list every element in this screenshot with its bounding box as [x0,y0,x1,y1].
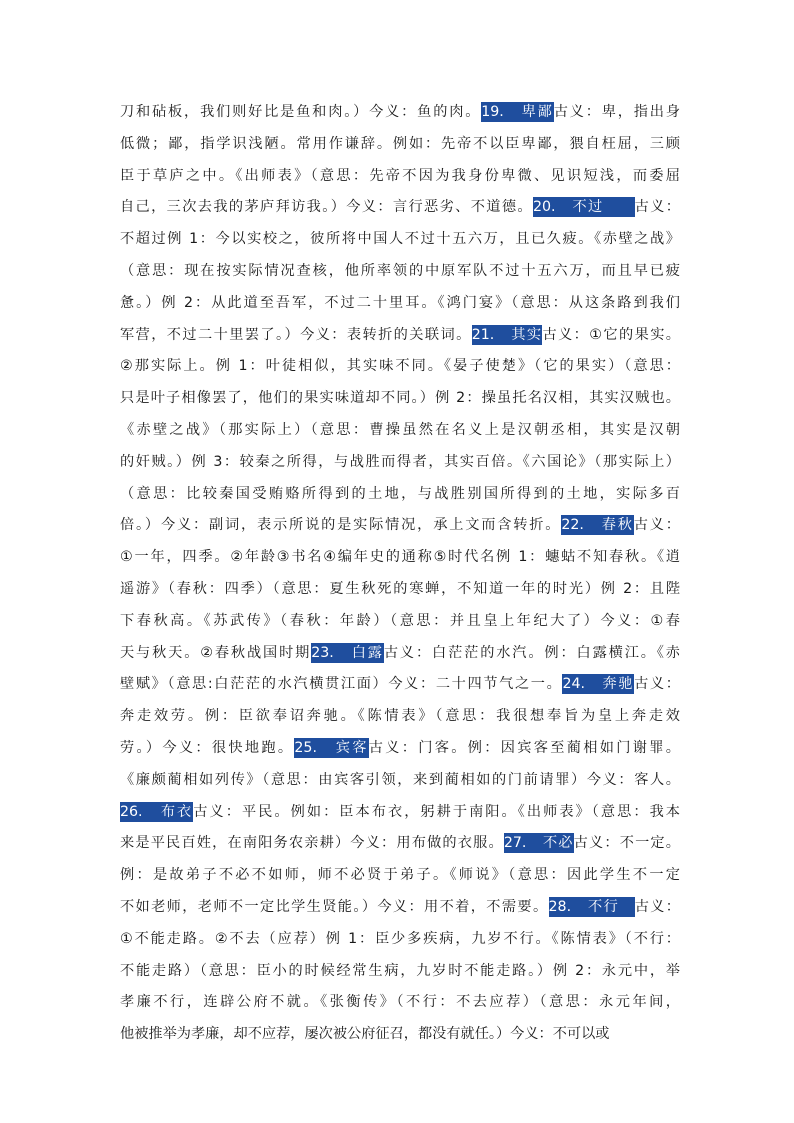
text-line [120,956,680,988]
term-heading-highlight: 23. 白露 [311,644,384,661]
text-line [120,224,680,256]
text-segment: 例：是故弟子不必不如师，师不必贤于弟子。《师说》（意思：因此学生不一定 [120,867,680,884]
text-line [120,733,680,765]
text-line [120,415,680,447]
term-heading-highlight: 21. 其实 [471,326,543,343]
text-line [120,447,680,479]
term-heading-highlight: 26. 布衣 [120,803,194,820]
term-heading-highlight: 28. 不行 [548,898,635,915]
term-heading-highlight: 19. 卑鄙 [481,104,554,120]
text-line [120,1019,680,1051]
text-segment: 低微；鄙，指学识浅陋。常用作谦辞。例如：先帝不以臣卑鄙，猥自枉屈，三顾 [120,135,680,152]
text-segment: 只是叶子相像罢了，他们的果实味道却不同。）例 2：操虽托名汉相，其实汉贼也。 [120,390,680,407]
text-line [120,701,680,733]
text-segment: 遥游》（春秋：四季）（意思：夏生秋死的寒蝉，不知道一年的时光）例 2：且陛 [120,580,680,597]
text-segment: 古义：白茫茫的水汽。例：白露横江。《赤 [383,644,680,661]
text-line [120,192,680,224]
text-line [120,987,680,1019]
text-segment: 军营，不过二十里罢了。）今义：表转折的关联词。 [120,326,472,343]
text-segment: 孝廉不行，连辟公府不就。《张衡传》（不行：不去应荐）（意思：永元年间， [120,994,680,1011]
text-segment: ①一年，四季。②年龄③书名④编年史的通称⑤时代名例 1：蟪蛄不知春秋。《逍 [120,549,680,566]
term-heading-highlight: 20. 不过 [532,199,635,216]
text-segment: 古义： [634,676,680,693]
text-line [120,924,680,956]
term-heading-highlight: 25. 宾客 [294,739,369,756]
text-line [120,797,680,829]
text-line [120,351,680,383]
text-line [120,542,680,574]
text-line [120,638,680,670]
text-line [120,97,680,129]
text-segment: 下春秋高。《苏武传》（春秋：年龄）（意思：并且皇上年纪大了）今义：①春 [120,612,680,629]
text-segment: 来是平民百姓，在南阳务农亲耕）今义：用布做的衣服。 [120,835,504,852]
text-line [120,383,680,415]
text-segment: 劳。）今义：很快地跑。 [120,739,295,756]
text-line [120,765,680,797]
text-segment: 惫。）例 2：从此道至吾军，不过二十里耳。《鸿门宴》（意思：从这条路到我们 [120,294,680,311]
text-line [120,606,680,638]
text-segment: 天与秋天。②春秋战国时期 [120,644,312,661]
text-segment: 倍。）今义：副词，表示所说的是实际情况，承上文而含转折。 [120,517,562,534]
text-segment: 《廉颇蔺相如列传》（意思：由宾客引领，来到蔺相如的门前请罪）今义：客人。 [120,771,680,788]
text-segment: 古义： [634,898,680,915]
text-segment: 《赤壁之战》（那实际上）（意思：曹操虽然在名义上是汉朝丞相，其实是汉朝 [120,421,680,438]
text-line [120,669,680,701]
text-line [120,161,680,193]
text-segment: 他被推举为孝廉，却不应荐，屡次被公府征召，都没有就任。）今义：不可以或 [120,1026,610,1043]
term-heading-highlight: 24. 奔驰 [562,676,635,693]
text-segment: 古义：平民。例如：臣本布衣，躬耕于南阳。《出师表》（意思：我本 [193,803,680,820]
text-segment: 不超过例 1：今以实校之，彼所将中国人不过十五六万，且已久疲。《赤壁之战》 [120,231,680,248]
text-line [120,129,680,161]
text-segment: 古义：①它的果实。 [542,326,680,343]
text-segment: 古义： [633,517,680,534]
text-segment: 的奸贼。）例 3：较秦之所得，与战胜而得者，其实百倍。《六国论》（那实际上） [120,453,680,470]
text-segment: 自己，三次去我的茅庐拜访我。）今义：言行恶劣、不道德。 [120,199,533,216]
text-line [120,574,680,606]
text-segment: 奔走效劳。例：臣欲奉诏奔驰。《陈情表》（意思：我很想奉旨为皇上奔走效 [120,708,680,725]
text-segment: （意思：现在按实际情况查核，他所率领的中原军队不过十五六万，而且早已疲 [120,262,680,279]
text-segment: ②那实际上。例 1：叶徒相似，其实味不同。《晏子使楚》（它的果实）（意思： [120,358,680,375]
text-segment: （意思：比较秦国受贿赂所得到的土地，与战胜别国所得到的土地，实际多百 [120,485,680,502]
text-segment: 刀和砧板，我们则好比是鱼和肉。）今义：鱼的肉。 [120,104,482,120]
text-segment: ①不能走路。②不去（应荐）例 1：臣少多疾病，九岁不行。《陈情表》（不行： [120,930,680,947]
text-line [120,828,680,860]
text-segment: 壁赋》（意思:白茫茫的水汽横贯江面）今义：二十四节气之一。 [120,676,563,693]
body-text [120,97,680,1051]
text-line [120,860,680,892]
term-heading-highlight: 22. 春秋 [561,517,634,534]
text-segment: 古义：不一定。 [573,835,680,852]
text-segment: 古义：门客。例：因宾客至蔺相如门谢罪。 [368,739,680,756]
text-line [120,479,680,511]
text-segment: 古义： [634,199,680,216]
text-segment: 不能走路）（意思：臣小的时候经常生病，九岁时不能走路。）例 2：永元中，举 [120,962,680,979]
text-segment: 不如老师，老师不一定比学生贤能。）今义：用不着，不需要。 [120,898,549,915]
text-line [120,256,680,288]
text-line [120,510,680,542]
text-line [120,320,680,352]
text-line [120,288,680,320]
term-heading-highlight: 27. 不必 [503,835,574,852]
text-segment: 臣于草庐之中。《出师表》（意思：先帝不因为我身份卑微、见识短浅，而委屈 [120,167,680,184]
text-segment: 古义：卑，指出身 [553,104,680,120]
text-line [120,892,680,924]
